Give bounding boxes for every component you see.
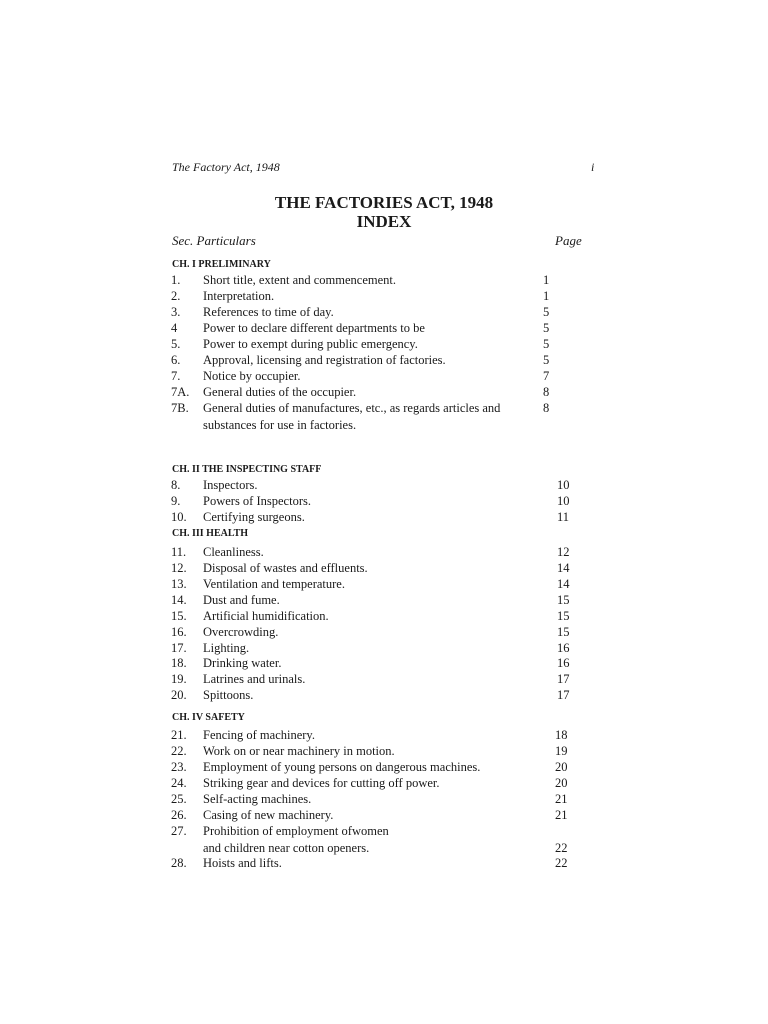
section-title: Powers of Inspectors.: [203, 494, 311, 508]
section-number: 6.: [171, 353, 181, 367]
section-title: Employment of young persons on dangerous machines.: [203, 760, 481, 774]
section-title: Inspectors.: [203, 478, 258, 492]
section-number: 28.: [171, 856, 187, 870]
section-number: 22.: [171, 744, 187, 758]
running-title: The Factory Act, 1948: [172, 160, 280, 174]
section-number: 23.: [171, 760, 187, 774]
section-number: 9.: [171, 494, 181, 508]
page-number: 5: [543, 321, 550, 335]
section-title: Lighting.: [203, 641, 250, 655]
section-title: Fencing of machinery.: [203, 728, 315, 742]
section-title: Ventilation and temperature.: [203, 577, 345, 591]
page-number: 10: [557, 494, 570, 508]
section-number: 25.: [171, 792, 187, 806]
section-number: 2.: [171, 289, 181, 303]
page-number: 11: [557, 510, 570, 524]
page-number: 22: [555, 841, 568, 855]
section-title: Spittoons.: [203, 688, 254, 702]
page-number: 20: [555, 776, 568, 790]
section-number: 7A.: [171, 385, 190, 399]
section-number: 11.: [171, 545, 187, 559]
section-title: Approval, licensing and registration of factories.: [203, 353, 446, 367]
chapter-heading: CH. II THE INSPECTING STAFF: [172, 464, 322, 475]
page-number: 15: [557, 625, 570, 639]
page-number: 16: [557, 656, 570, 670]
section-title: Prohibition of employment ofwomen: [203, 824, 389, 838]
page-number: 16: [557, 641, 570, 655]
page-numeral: i: [591, 160, 595, 174]
section-title: Short title, extent and commencement.: [203, 273, 396, 287]
chapter-heading: CH. I PRELIMINARY: [172, 259, 271, 270]
section-number: 17.: [171, 641, 187, 655]
page-number: 14: [557, 577, 570, 591]
section-number: 12.: [171, 561, 187, 575]
section-title: Certifying surgeons.: [203, 510, 305, 524]
section-title: Latrines and urinals.: [203, 672, 306, 686]
section-title: Self-acting machines.: [203, 792, 312, 806]
index-heading: INDEX: [356, 212, 412, 231]
page-number: 14: [557, 561, 570, 575]
page-number: 21: [555, 792, 568, 806]
section-title: Notice by occupier.: [203, 369, 301, 383]
section-number: 3.: [171, 305, 181, 319]
page-number: 19: [555, 744, 568, 758]
section-title: Cleanliness.: [203, 545, 264, 559]
section-number: 8.: [171, 478, 181, 492]
section-title: General duties of the occupier.: [203, 385, 357, 399]
section-number: 15.: [171, 609, 187, 623]
section-title: General duties of manufactures, etc., as regards articles and: [203, 401, 501, 415]
section-number: 1.: [171, 273, 181, 287]
section-title: Dust and fume.: [203, 593, 280, 607]
page-number: 17: [557, 672, 570, 686]
section-number: 27.: [171, 824, 187, 838]
section-title: Drinking water.: [203, 656, 282, 670]
page-number: 17: [557, 688, 570, 702]
section-number: 14.: [171, 593, 187, 607]
section-title: Artificial humidification.: [203, 609, 329, 623]
page-number: 10: [557, 478, 570, 492]
chapter-heading: CH. III HEALTH: [172, 528, 249, 539]
page-number: 1: [543, 273, 550, 287]
section-number: 18.: [171, 656, 187, 670]
page-number: 1: [543, 289, 550, 303]
page-number: 8: [543, 385, 550, 399]
section-title: Power to exempt during public emergency.: [203, 337, 418, 351]
section-number: 7.: [171, 369, 181, 383]
section-number: 20.: [171, 688, 187, 702]
page-number: 5: [543, 337, 550, 351]
section-title-continued: and children near cotton openers.: [203, 841, 370, 855]
section-title: Striking gear and devices for cutting off power.: [203, 776, 440, 790]
page-number: 15: [557, 609, 570, 623]
section-number: 7B.: [171, 401, 189, 415]
section-number: 21.: [171, 728, 187, 742]
column-header-page: Page: [555, 233, 582, 248]
section-title: References to time of day.: [203, 305, 334, 319]
document-title: THE FACTORIES ACT, 1948: [274, 193, 494, 212]
section-title: Hoists and lifts.: [203, 856, 282, 870]
page-number: 5: [543, 353, 550, 367]
page-number: 7: [543, 369, 550, 383]
page-number: 22: [555, 856, 568, 870]
page-number: 15: [557, 593, 570, 607]
page-number: 5: [543, 305, 550, 319]
section-title: Overcrowding.: [203, 625, 279, 639]
page-number: 18: [555, 728, 568, 742]
page-number: 12: [557, 545, 570, 559]
section-number: 13.: [171, 577, 187, 591]
page-number: 20: [555, 760, 568, 774]
section-number: 26.: [171, 808, 187, 822]
column-header-particulars: Sec. Particulars: [172, 233, 256, 248]
page-number: 8: [543, 401, 550, 415]
section-title: Disposal of wastes and effluents.: [203, 561, 368, 575]
section-number: 16.: [171, 625, 187, 639]
section-number: 4: [171, 321, 178, 335]
page-number: 21: [555, 808, 568, 822]
section-title: Interpretation.: [203, 289, 275, 303]
section-title: Power to declare different departments to be: [203, 321, 425, 335]
section-number: 19.: [171, 672, 187, 686]
section-title: Casing of new machinery.: [203, 808, 334, 822]
section-number: 5.: [171, 337, 181, 351]
chapter-heading: CH. IV SAFETY: [172, 712, 245, 723]
section-number: 24.: [171, 776, 187, 790]
section-title-continued: substances for use in factories.: [203, 418, 357, 432]
section-number: 10.: [171, 510, 187, 524]
section-title: Work on or near machinery in motion.: [203, 744, 395, 758]
